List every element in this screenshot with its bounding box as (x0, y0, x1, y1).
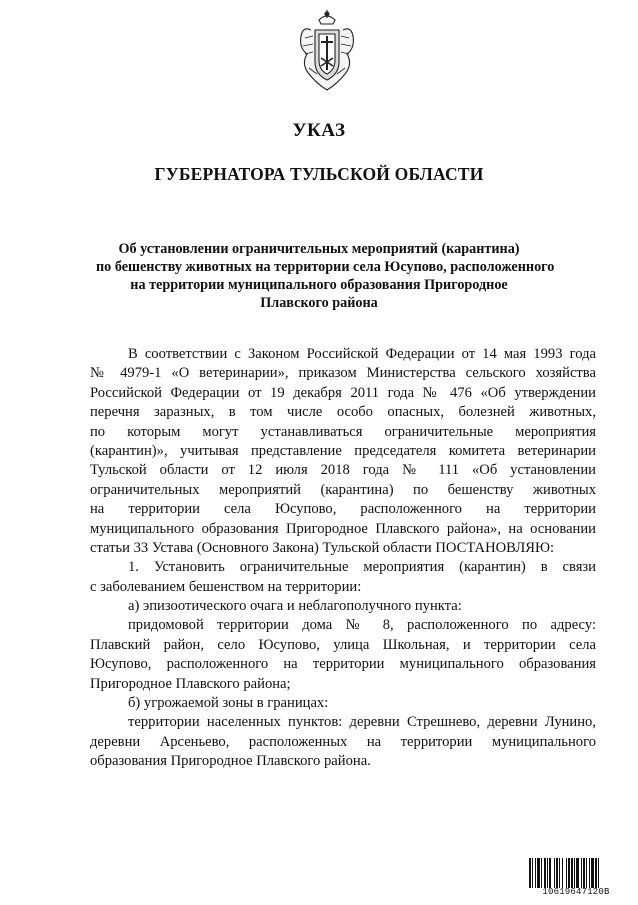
body-line: (карантин)», учитывая представление председателя комитета ветеринарии (90, 442, 596, 459)
body-line: 1. Установить ограничительные мероприятия (карантин) в связи (128, 559, 596, 576)
barcode-number: 10619647120В (542, 887, 610, 897)
body-line: Юсупово, расположенного на территории муниципального образования (90, 656, 596, 673)
title-line: на территории муниципального образования Пригородное (130, 277, 508, 293)
body-line: б) угрожаемой зоны в границах: (128, 695, 329, 712)
document-type-heading: УКАЗ (292, 120, 346, 141)
body-line: придомовой территории дома № 8, расположенного по адресу: (128, 617, 596, 634)
body-line: на территории села Юсупово, расположенного на территории (90, 501, 596, 518)
body-line: муниципального образования Пригородное Плавского района», на основании (90, 520, 596, 537)
body-line: по которым могут устанавливаться ограничительные мероприятия (90, 423, 596, 440)
document-title (96, 240, 555, 312)
body-line: № 4979-1 «О ветеринарии», приказом Министерства сельского хозяйства (90, 365, 596, 382)
body-line: перечня заразных, в том числе особо опасных, болезней животных, (90, 404, 596, 421)
body-line: Плавский район, село Юсупово, улица Школьная, и территории села (90, 636, 596, 653)
body-line: а) эпизоотического очага и неблагополучного пункта: (128, 598, 462, 615)
body-line: Российской Федерации от 19 декабря 2011 года № 476 «Об утверждении (90, 384, 596, 401)
body-line: Пригородное Плавского района; (90, 675, 291, 692)
body-line: территории населенных пунктов: деревни Стрешнево, деревни Лунино, (128, 714, 596, 731)
title-line: по бешенству животных на территории села Юсупово, расположенного (96, 259, 555, 275)
barcode-icon (529, 858, 623, 888)
title-line: Об установлении ограничительных мероприятий (карантина) (118, 241, 520, 257)
body-line: с заболеванием бешенством на территории: (90, 578, 362, 595)
issuer-heading: ГУБЕРНАТОРА ТУЛЬСКОЙ ОБЛАСТИ (154, 164, 484, 184)
tula-coat-of-arms-icon (297, 8, 357, 92)
body-line: статьи 33 Устава (Основного Закона) Тульской области ПОСТАНОВЛЯЮ: (90, 539, 555, 556)
body-line: ограничительных мероприятий (карантина) по бешенству животных (90, 481, 596, 498)
body-line: В соответствии с Законом Российской Федерации от 14 мая 1993 года (128, 346, 596, 362)
body-line: деревни Арсеньево, расположенных на территории муниципального (90, 733, 596, 750)
title-line: Плавского района (260, 295, 378, 311)
document-body (90, 345, 596, 772)
body-line: Тульской области от 12 июля 2018 года № 111 «Об установлении (90, 462, 596, 479)
body-line: образования Пригородное Плавского района. (90, 753, 371, 770)
